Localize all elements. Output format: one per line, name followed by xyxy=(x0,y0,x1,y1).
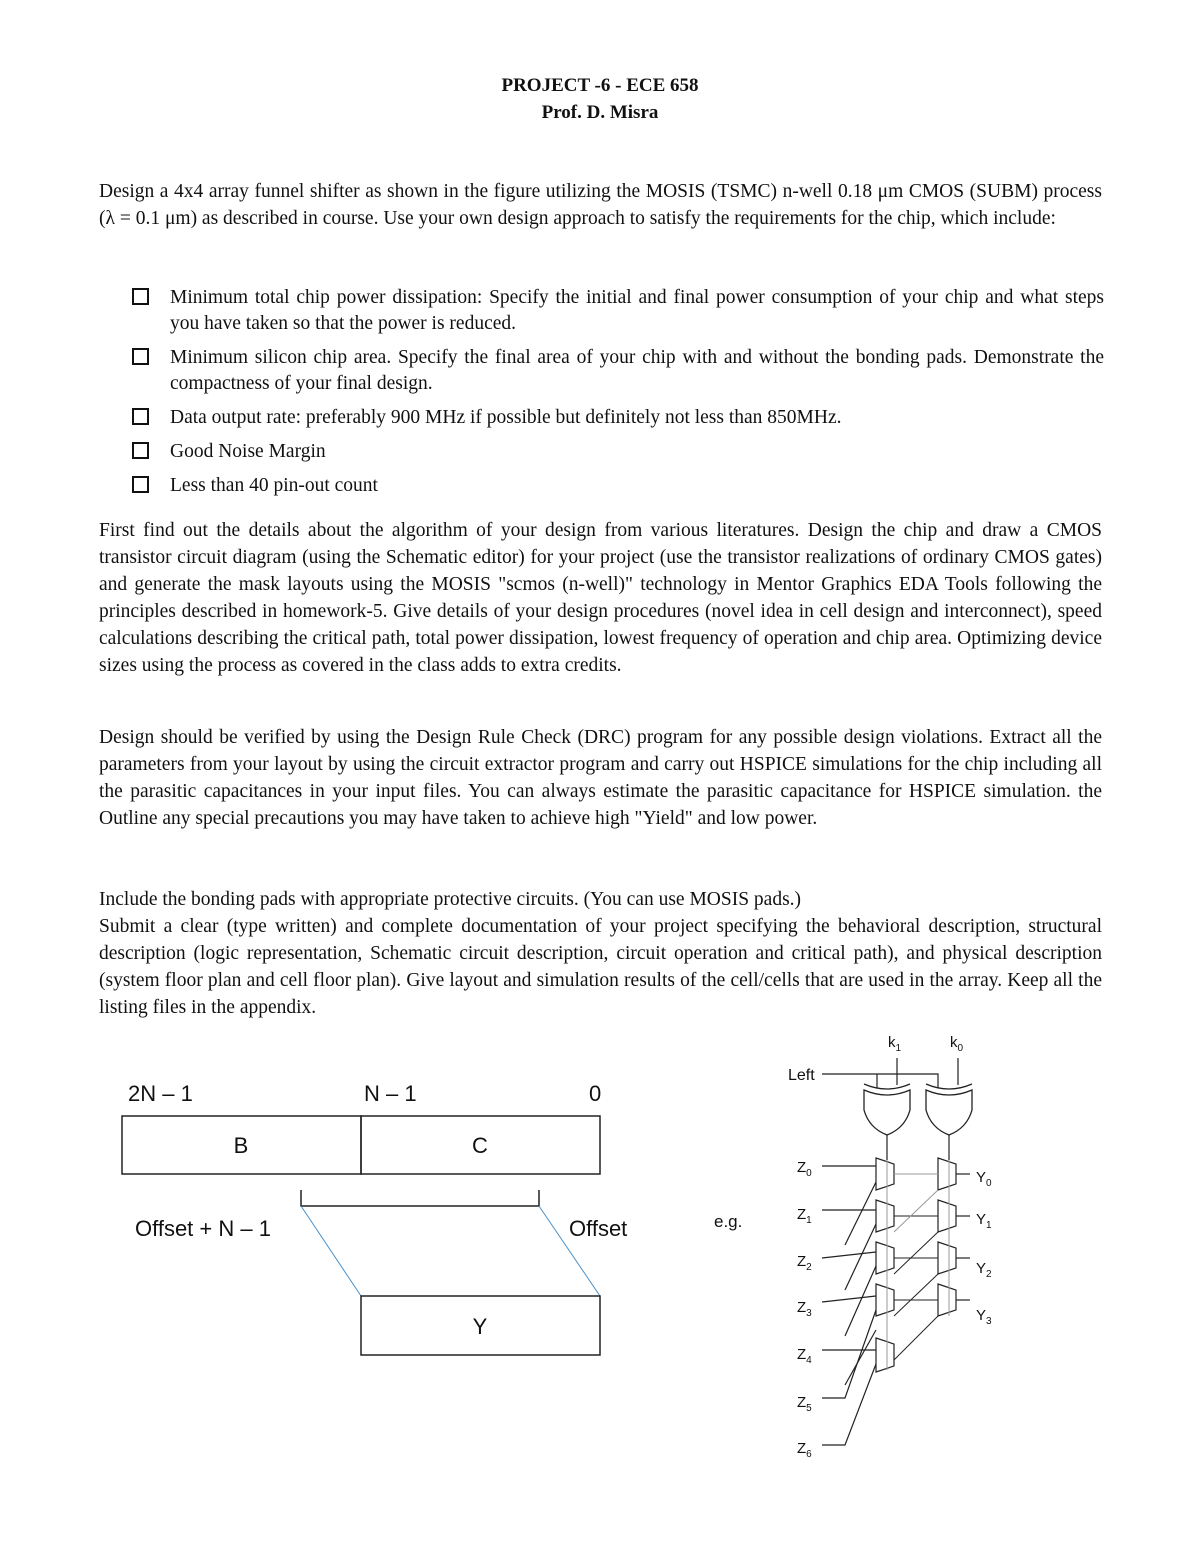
y2-label: $Y_2$ xyxy=(976,1260,992,1280)
y3-label: $Y_3$ xyxy=(976,1307,992,1327)
pads-paragraph: Include the bonding pads with appropriate protective circuits. (You can use MOSIS pads.) xyxy=(99,889,802,910)
mux-column-left xyxy=(876,1158,894,1372)
mux-column-right xyxy=(938,1158,956,1316)
z4-label: $Z_4$ xyxy=(797,1346,812,1366)
box-y-label: Y xyxy=(472,1314,488,1339)
box-c-label: C xyxy=(472,1133,488,1158)
eg-label: e.g. xyxy=(714,1212,743,1231)
z6-label: $Z_6$ xyxy=(797,1440,812,1460)
label-msb: 2N – 1 xyxy=(128,1081,193,1106)
window-bracket xyxy=(301,1190,539,1206)
requirement-text: Minimum total chip power dissipation: Specify the initial and final power consumption of your chip and what steps you have taken so that the power is reduced. xyxy=(170,287,1104,334)
box-b-label: B xyxy=(233,1133,249,1158)
z3-label: $Z_3$ xyxy=(797,1299,812,1319)
y-output-wires xyxy=(956,1174,970,1300)
z2-label: $Z_2$ xyxy=(797,1253,812,1273)
mux-interconnect xyxy=(887,1160,949,1370)
y0-label: $Y_0$ xyxy=(976,1169,992,1189)
z5-label: $Z_5$ xyxy=(797,1394,812,1414)
left-wire xyxy=(822,1074,938,1088)
documentation-paragraph: Submit a clear (type written) and complete documentation of your project specifying the behavioral description, structural description (logic representation, Schematic circuit description, circuit operation and critical path), and physical description (system floor plan and cell floor plan). Give layout and simulation results of the cell/cells that are used in the array. Keep all the listing files in the appendix. xyxy=(99,916,1102,1018)
intro-paragraph: Design a 4x4 array funnel shifter as shown in the figure utilizing the MOSIS (TSMC) n-well 0.18 μm CMOS (SUBM) process (λ = 0.1 μm) as described in course. Use your own design approach to satisfy the requirements for the chip, which include: xyxy=(99,181,1102,229)
z-input-wires xyxy=(822,1166,876,1445)
k1-label: $k_1$ xyxy=(888,1034,902,1054)
xor-gate-k0 xyxy=(926,1084,972,1135)
label-offset: Offset xyxy=(569,1216,628,1241)
label-mid: N – 1 xyxy=(364,1081,417,1106)
instructor-name: Prof. D. Misra xyxy=(541,102,659,123)
z1-label: $Z_1$ xyxy=(797,1206,812,1226)
z0-label: $Z_0$ xyxy=(797,1159,812,1179)
left-label: Left xyxy=(788,1067,815,1084)
projection-line-left xyxy=(301,1206,361,1296)
label-offset-high: Offset + N – 1 xyxy=(135,1216,271,1241)
requirement-text: Data output rate: preferably 900 MHz if possible but definitely not less than 850MHz. xyxy=(170,407,842,428)
label-lsb: 0 xyxy=(589,1081,602,1106)
requirement-text: Less than 40 pin-out count xyxy=(170,475,378,496)
xor-gate-k1 xyxy=(864,1084,910,1135)
requirement-text: Good Noise Margin xyxy=(170,441,326,462)
k0-label: $k_0$ xyxy=(950,1034,964,1054)
verification-paragraph: Design should be verified by using the Design Rule Check (DRC) program for any possible design violations. Extract all the parameters from your layout by using the circuit extractor program and carry out HSPICE simulations for the chip including all the parasitic capacitances in your input files. You can always estimate the parasitic capacitance for HSPICE simulation. the Outline any special precautions you may have taken to achieve high "Yield" and low power. xyxy=(99,727,1102,829)
project-title: PROJECT -6 - ECE 658 xyxy=(501,75,699,96)
requirement-text: Minimum silicon chip area. Specify the final area of your chip with and without the bonding pads. Demonstrate the compactness of your final design. xyxy=(170,347,1104,394)
y1-label: $Y_1$ xyxy=(976,1211,992,1231)
design-paragraph: First find out the details about the algorithm of your design from various literatures. Design the chip and draw a CMOS transistor circuit diagram (using the Schematic editor) for your project (use the transistor realizations of ordinary CMOS gates) and generate the mask layouts using the MOSIS "scmos (n-well)" technology in Mentor Graphics EDA Tools following the principles described in homework-5. Give details of your design procedures (novel idea in cell design and interconnect), speed calculations describing the critical path, total power dissipation, lowest frequency of operation and chip area. Optimizing device sizes using the process as covered in the class adds to extra credits. xyxy=(99,520,1102,676)
